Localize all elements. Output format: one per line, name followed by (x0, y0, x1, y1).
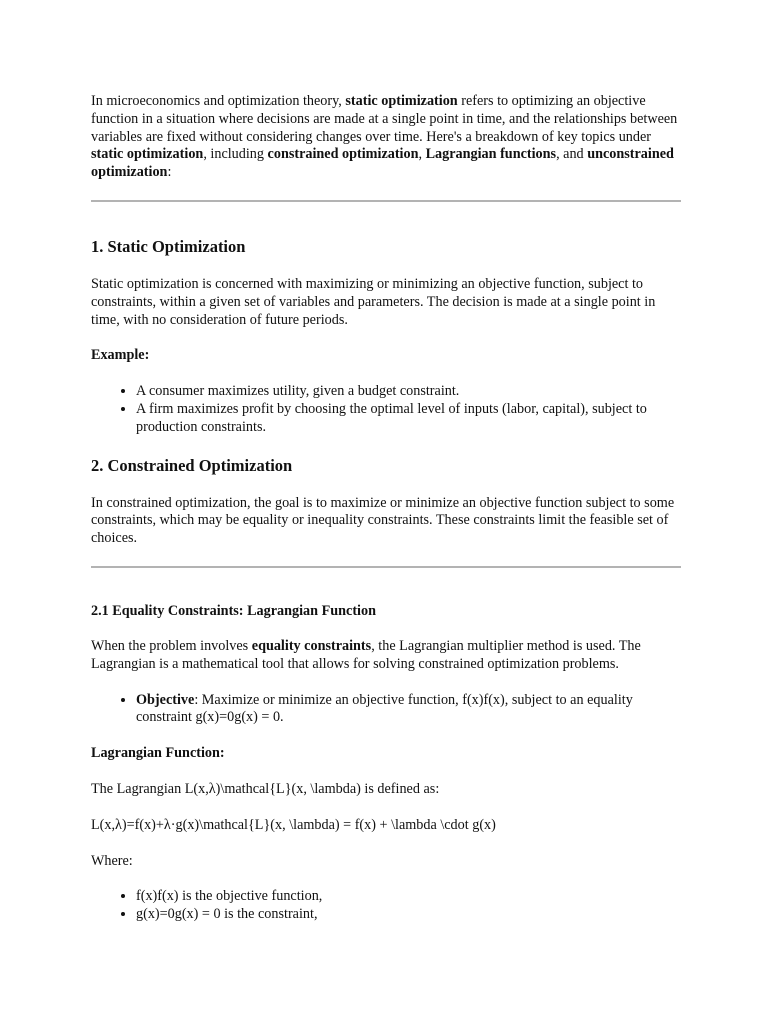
intro-bold: unconstrained optimization (91, 146, 674, 181)
objective-label: Objective (136, 691, 195, 708)
static-optimization-paragraph: Static optimization is concerned with maximizing or minimizing an objective function, subject to constraints, within a given set of variables and parameters. The decision is made at a single point in time, with no consideration of future periods. (91, 275, 656, 328)
intro-bold: static optimization (345, 93, 458, 109)
where-list (91, 888, 681, 924)
intro-bold: Lagrangian functions (425, 146, 557, 163)
section-divider (91, 566, 681, 568)
intro-text: , including (203, 146, 268, 163)
paragraph-text: When the problem involves (91, 637, 252, 654)
list-item: • A consumer maximizes utility, given a budget constraint. (136, 383, 681, 401)
document-page (91, 93, 681, 924)
list-item: • A firm maximizes profit by choosing the optimal level of inputs (labor, capital), subject to production constraints. (136, 401, 681, 437)
paragraph-text: , the Lagrangian multiplier method is used. The Lagrangian is a mathematical tool that allows for solving constrained optimization problems. (91, 637, 641, 672)
list-item: • g(x)=0g(x) = 0 is the constraint, (136, 906, 681, 924)
lagrangian-formula: L(x,λ)=f(x)+λ·g(x)\mathcal{L}(x, \lambda) = f(x) + \lambda \cdot g(x) (91, 816, 496, 833)
example-label-text: Example: (91, 347, 150, 364)
paragraph-bold: equality constraints (251, 637, 372, 654)
lagrangian-label-text: Lagrangian Function: (91, 745, 225, 762)
where-label: Where: (91, 852, 133, 869)
example-list (91, 383, 681, 436)
intro-bold: static optimization (91, 146, 204, 163)
example-label (91, 347, 681, 365)
intro-text: In microeconomics and optimization theory, (91, 93, 346, 109)
intro-text: , (418, 146, 426, 163)
constrained-optimization-paragraph: In constrained optimization, the goal is to maximize or minimize an objective function subject to some constraints, which may be equality or inequality constraints. These constraints limit the feasible set of choices. (91, 494, 675, 547)
equality-constraints-paragraph (91, 638, 681, 674)
section-heading-static-optimization: 1. Static Optimization (91, 236, 246, 256)
intro-text: : (167, 164, 172, 181)
intro-text: , and (556, 146, 588, 163)
section-heading-constrained-optimization: 2. Constrained Optimization (91, 455, 293, 475)
intro-bold: constrained optimization (267, 146, 419, 163)
lagrangian-function-label (91, 745, 681, 763)
lagrangian-definition: The Lagrangian L(x,λ)\mathcal{L}(x, \lambda) is defined as: (91, 780, 440, 797)
subsection-heading-equality-constraints: 2.1 Equality Constraints: Lagrangian Function (91, 602, 376, 619)
list-item (136, 692, 681, 728)
list-item: • f(x)f(x) is the objective function, (136, 888, 681, 906)
intro-paragraph (91, 93, 681, 182)
section-divider (91, 200, 681, 202)
objective-text: : Maximize or minimize an objective function, f(x)f(x), subject to an equality constraint g(x)=0g(x) = 0. (136, 691, 633, 726)
intro-text: refers to optimizing an objective function in a situation where decisions are made at a single point in time, and the relationships between variables are fixed without considering changes over time. Here's a breakdown of key topics under (91, 93, 678, 145)
objective-list (91, 692, 681, 728)
